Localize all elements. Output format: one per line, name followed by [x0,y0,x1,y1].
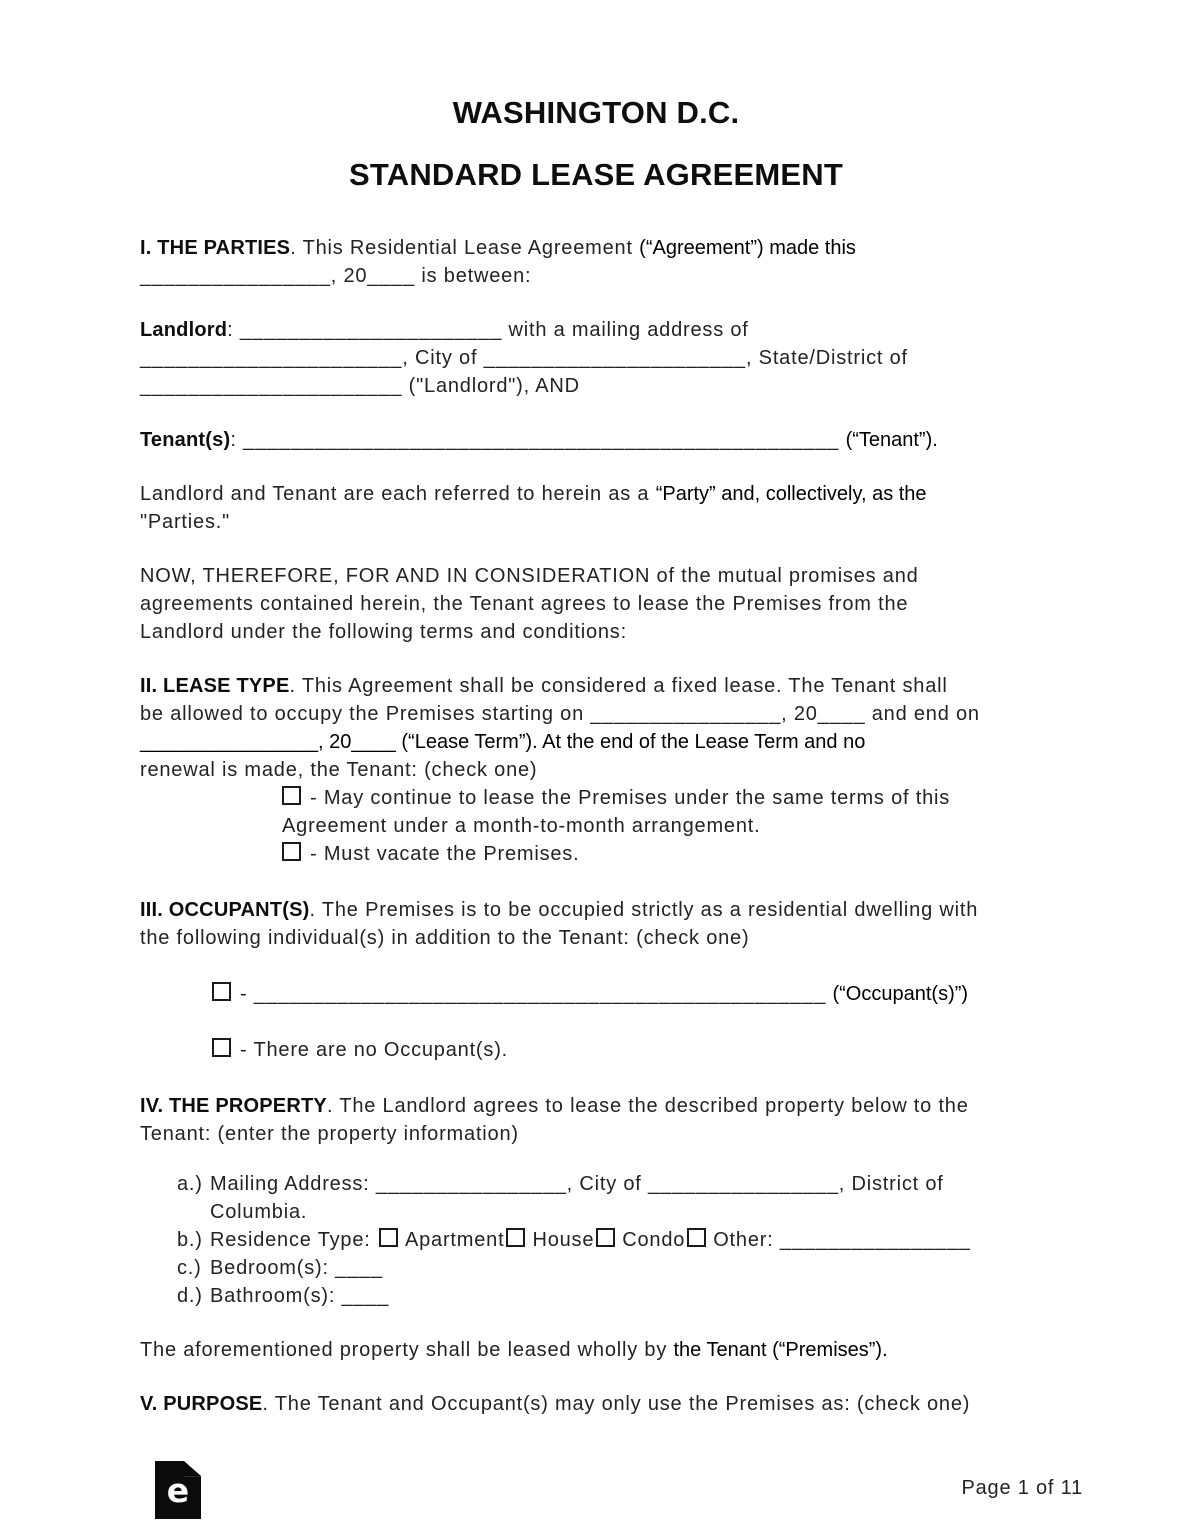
section-occupants [140,896,1052,952]
checkbox-condo [596,1228,615,1247]
lease-option-vacate-text: - Must vacate the Premises. [310,843,580,865]
parties-heading: I. THE PARTIES [140,237,291,259]
bedrooms-blank: Bedroom(s): ____ [210,1257,383,1279]
parties-agreement-text: (“Agreement”) made this [639,237,856,259]
property-item-b-label: b.) [177,1229,203,1251]
lease-type-line2: be allowed to occupy the Premises starting on ________________, 20____ and end on [140,703,980,725]
occupants-blank: - ________________________________________________ [240,983,833,1005]
property-line2: Tenant: (enter the property information) [140,1123,519,1145]
lease-option-vacate [140,840,1052,868]
property-list [140,1170,1052,1310]
landlord-line2: ______________________, City of ______________________, State/District of [140,347,908,369]
consideration-line1: NOW, THEREFORE, FOR AND IN CONSIDERATION of the mutual promises and [140,565,919,587]
party-clause-line1 [140,480,1052,508]
occupants-option-named [140,980,1052,1008]
lease-type-heading: II. LEASE TYPE [140,675,290,697]
party-clause-line2: "Parties." [140,511,231,533]
landlord-name-blank: : ______________________ with a mailing address of [227,319,749,341]
checkbox-must-vacate [282,842,301,861]
property-item-b-line [177,1226,1052,1254]
section-property [140,1092,1052,1148]
property-item-a-text: Mailing Address: ________________, City of ________________, District of [210,1173,944,1195]
lease-option-continue-text2: Agreement under a month-to-month arrangement. [282,815,761,837]
property-item-a [140,1170,1052,1226]
party-clause-thin: Landlord and Tenant are each referred to herein as a [140,483,656,505]
tenant-name-blank: : __________________________________________________ [230,429,846,451]
checkbox-occupants-named [212,982,231,1001]
party-clause-block [140,480,1052,536]
property-item-a-label: a.) [177,1173,203,1195]
tenant-line1 [140,426,1052,454]
lease-option-continue [140,784,1052,812]
property-item-c-line [177,1254,1052,1282]
eforms-logo-icon [155,1461,201,1519]
occupants-defined-term: (“Occupant(s)”) [832,983,969,1005]
purpose-intro: . The Tenant and Occupant(s) may only use the Premises as: (check one) [262,1393,971,1415]
section-purpose [140,1390,1052,1418]
premises-defined-term: the Tenant (“Premises”). [673,1339,888,1361]
premises-clause [140,1336,1052,1364]
residence-type-label: Residence Type: [210,1229,377,1251]
purpose-heading: V. PURPOSE [140,1393,263,1415]
occupants-line2: the following individual(s) in addition to the Tenant: (check one) [140,927,750,949]
residence-option-house: House [532,1229,595,1251]
property-item-d-label: d.) [177,1285,203,1307]
property-item-c-label: c.) [177,1257,202,1279]
lease-type-intro: . This Agreement shall be considered a fixed lease. The Tenant shall [289,675,948,697]
document-title-line1: WASHINGTON D.C. [452,95,740,130]
parties-date-blank-line: ________________, 20____ is between: [140,265,532,287]
property-item-a-line2: Columbia. [210,1201,308,1223]
landlord-label: Landlord [140,319,228,341]
section-parties [140,234,1052,290]
occupants-option-none-line [140,1036,1052,1064]
property-item-b [140,1226,1052,1254]
party-clause-arial: “Party” and, collectively, as the [655,483,927,505]
checkbox-house [506,1228,525,1247]
occupants-intro: . The Premises is to be occupied strictly as a residential dwelling with [309,899,979,921]
property-line1 [140,1092,1052,1120]
page-number: Page 1 of 11 [961,1477,1083,1499]
parties-intro-text: . This Residential Lease Agreement [290,237,640,259]
lease-type-line1 [140,672,1052,700]
residence-option-condo: Condo [622,1229,686,1251]
premises-thin-text: The aforementioned property shall be leased wholly by [140,1339,674,1361]
occupants-none-text: - There are no Occupant(s). [240,1039,509,1061]
parties-line1 [140,234,1052,262]
residence-option-apartment: Apartment [404,1229,505,1251]
occupants-heading: III. OCCUPANT(S) [140,899,310,921]
lease-type-line4: renewal is made, the Tenant: (check one) [140,759,538,781]
occupants-option-none [140,1036,1052,1064]
lease-option-continue-text1: - May continue to lease the Premises under the same terms of this [310,787,951,809]
tenant-defined-term: (“Tenant”). [845,429,938,451]
purpose-line1 [140,1390,1052,1418]
premises-clause-line [140,1336,1052,1364]
landlord-line1 [140,316,1052,344]
occupants-option-named-line [140,980,1052,1008]
consideration-line2: agreements contained herein, the Tenant agrees to lease the Premises from the [140,593,909,615]
document-title-line2: STANDARD LEASE AGREEMENT [349,157,843,192]
consideration-block [140,562,1052,646]
tenant-label: Tenant(s) [140,429,231,451]
checkbox-apartment [379,1228,398,1247]
eforms-logo-letter: e [166,1471,190,1510]
consideration-line3: Landlord under the following terms and conditions: [140,621,627,643]
property-item-c [140,1254,1052,1282]
property-intro: . The Landlord agrees to lease the described property below to the [326,1095,969,1117]
property-item-d [140,1282,1052,1310]
checkbox-other [687,1228,706,1247]
lease-type-line3: ________________, 20____ (“Lease Term”). At the end of the Lease Term and no [140,731,866,753]
landlord-block [140,316,1052,400]
checkbox-continue-lease [282,786,301,805]
landlord-line3: ______________________ ("Landlord"), AND [140,375,580,397]
residence-option-other: Other: ________________ [713,1229,971,1251]
section-lease-type [140,672,1052,868]
property-item-d-line [177,1282,1052,1310]
occupants-line1 [140,896,1052,924]
checkbox-no-occupants [212,1038,231,1057]
property-item-a-line1 [177,1170,1052,1198]
document-content [140,94,1052,1418]
bathrooms-blank: Bathroom(s): ____ [210,1285,390,1307]
property-heading: IV. THE PROPERTY [140,1095,327,1117]
tenant-block [140,426,1052,454]
